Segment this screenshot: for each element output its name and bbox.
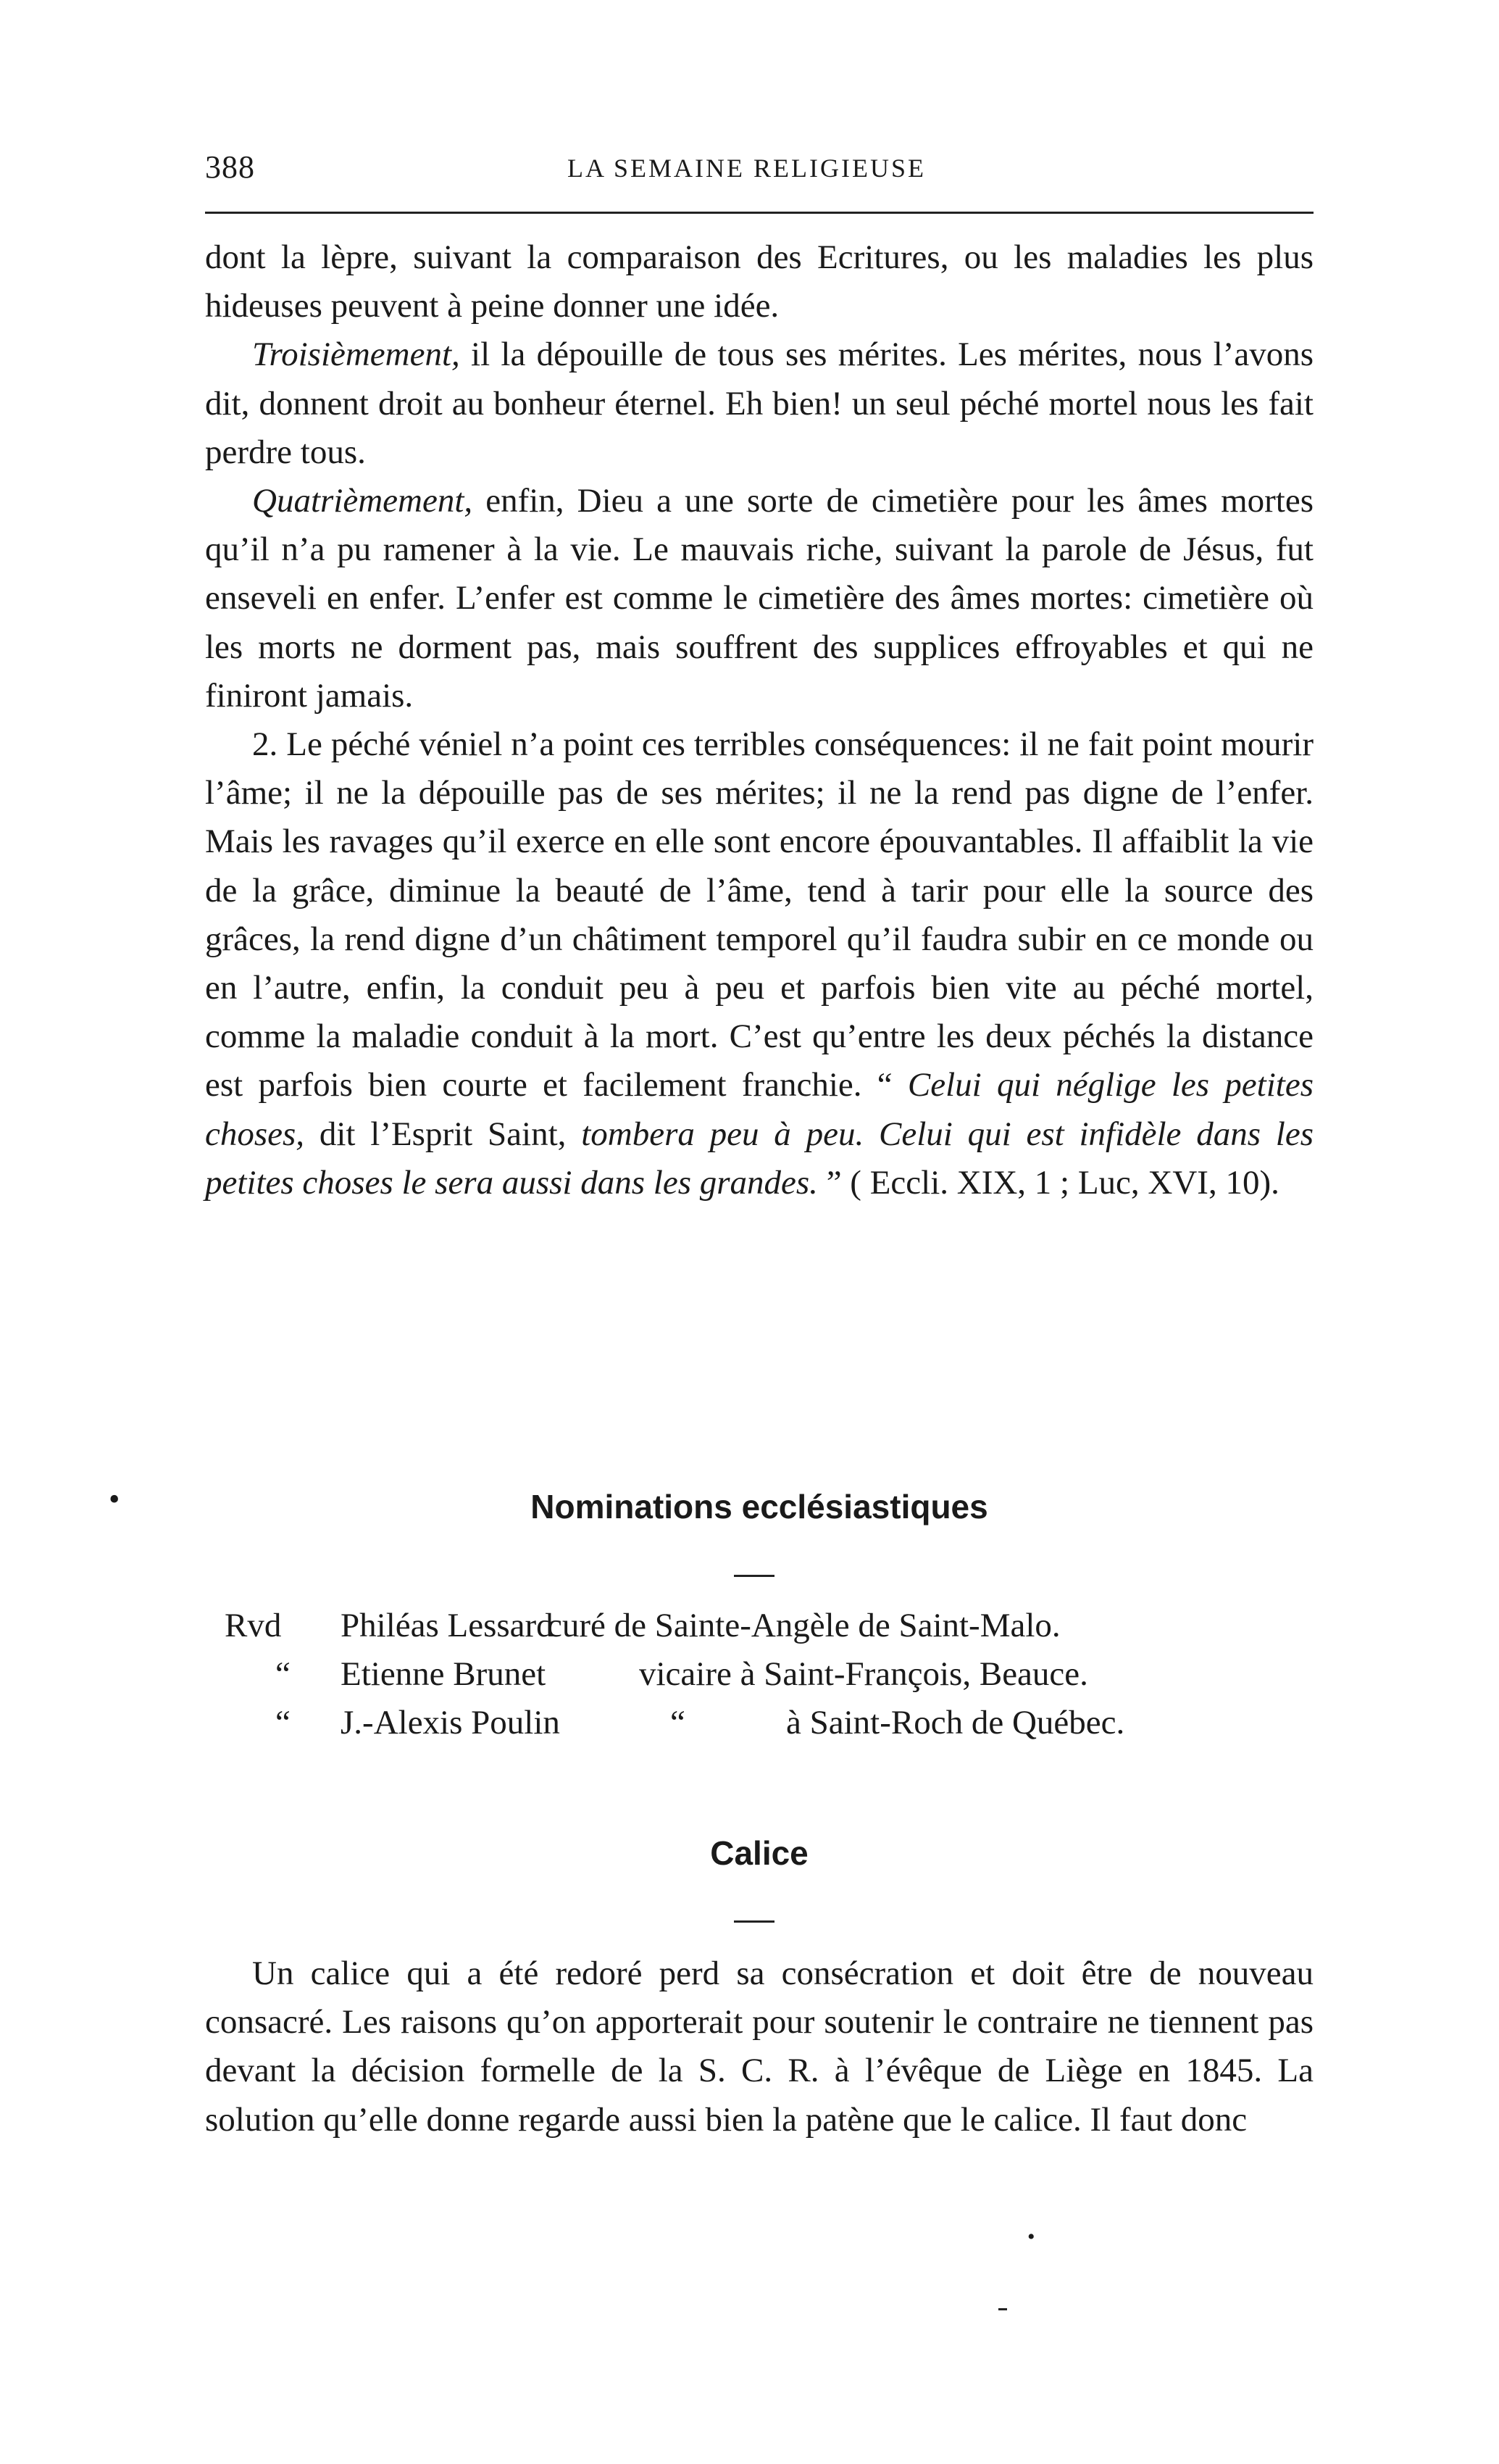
paragraph — [205, 477, 1314, 720]
margin-dot: • — [109, 1481, 120, 1517]
calice-text — [205, 1949, 1314, 2144]
heading-dash — [734, 1575, 774, 1577]
calice-heading: Calice — [710, 1834, 809, 1872]
page-header — [205, 149, 1314, 199]
nomination-prefix: Rvd — [225, 1607, 282, 1644]
italic-text: Quatrièmement, — [252, 482, 473, 520]
italic-text: Celui qui néglige les petites choses, — [205, 1066, 1314, 1153]
nominee-name: J.-Alexis Poulin — [341, 1704, 560, 1741]
nomination-prefix: “ — [275, 1704, 291, 1741]
text-run: ” ( Eccli. XIX, 1 ; Luc, XVI, 10). — [817, 1163, 1279, 1202]
paragraph — [205, 720, 1314, 1207]
margin-mark — [998, 2308, 1007, 2310]
nomination-post: vicaire à Saint-François, Beauce. — [639, 1655, 1088, 1693]
nomination-post: à Saint-Roch de Québec. — [786, 1704, 1125, 1741]
paragraph: Un calice qui a été redoré perd sa consécration et doit être de nouveau consacré. Les raisons qu’on apporterait pour soutenir le contraire ne tiennent pas devant la décision formelle de la S. C. R. à l’évêque de Liège en 1845. La solution qu’elle donne regarde aussi bien la patène que le calice. Il faut donc — [205, 1955, 1314, 2139]
nomination-row — [225, 1602, 1311, 1650]
paragraph — [205, 330, 1314, 477]
text-run: dont la lèpre, suivant la comparaison des Ecritures, ou les maladies les plus hideuses peuvent à peine donner une idée. — [205, 238, 1314, 325]
text-run: il la dépouille de tous ses mérites. Les mérites, nous l’avons dit, donnent droit au bonheur éternel. Eh bien! un seul péché mortel nous les fait perdre tous. — [205, 336, 1314, 471]
nomination-prefix: “ — [275, 1655, 291, 1693]
nominations-list — [225, 1602, 1311, 1747]
italic-text: tombera peu à peu. Celui qui est infidèle dans les petites choses le sera aussi dans les grandes. — [205, 1115, 1314, 1202]
ditto-mark: “ — [670, 1704, 685, 1741]
nomination-row — [225, 1650, 1311, 1699]
heading-dash — [734, 1920, 774, 1923]
nominations-heading: Nominations ecclésiastiques — [530, 1488, 988, 1526]
running-title: LA SEMAINE RELIGIEUSE — [567, 154, 926, 183]
nominee-name: Etienne Brunet — [341, 1655, 546, 1693]
nomination-row — [225, 1699, 1311, 1747]
italic-text: Troisièmement, — [252, 336, 460, 374]
page-number: 388 — [205, 149, 255, 185]
nominee-name: Philéas Lessard — [341, 1607, 554, 1644]
text-run: dit l’Esprit Saint, — [304, 1115, 582, 1153]
text-run: enfin, Dieu a une sorte de cimetière pour les âmes mortes qu’il n’a pu ramener à la vie. Le mauvais riche, suivant la parole de Jésus, fut enseveli en enfer. L’enfer est comme le cimetière des âmes mortes: cimetière où les morts ne dorment pas, mais souffrent des supplices effroyables et qui ne finiront jamais. — [205, 482, 1314, 715]
paragraph — [205, 233, 1314, 330]
header-rule — [205, 212, 1314, 214]
text-run: 2. Le péché véniel n’a point ces terribles conséquences: il ne fait point mourir l’âme; il ne la dépouille pas de ses mérites; il ne la rend pas digne de l’enfer. Mais les ravages qu’il exerce en elle sont encore épouvantables. Il affaiblit la vie de la grâce, diminue la beauté de l’âme, tend à tarir pour elle la source des grâces, la rend digne d’un châtiment temporel qu’il faudra subir en ce monde ou en l’autre, enfin, la conduit peu à peu et parfois bien vite au péché mortel, comme la maladie conduit à la mort. C’est qu’entre les deux péchés la distance est parfois bien courte et facilement franchie. “ — [205, 725, 1314, 1104]
margin-dot: • — [1027, 2225, 1035, 2249]
article-text — [205, 233, 1314, 1207]
nomination-post: curé de Sainte-Angèle de Saint-Malo. — [547, 1607, 1061, 1644]
